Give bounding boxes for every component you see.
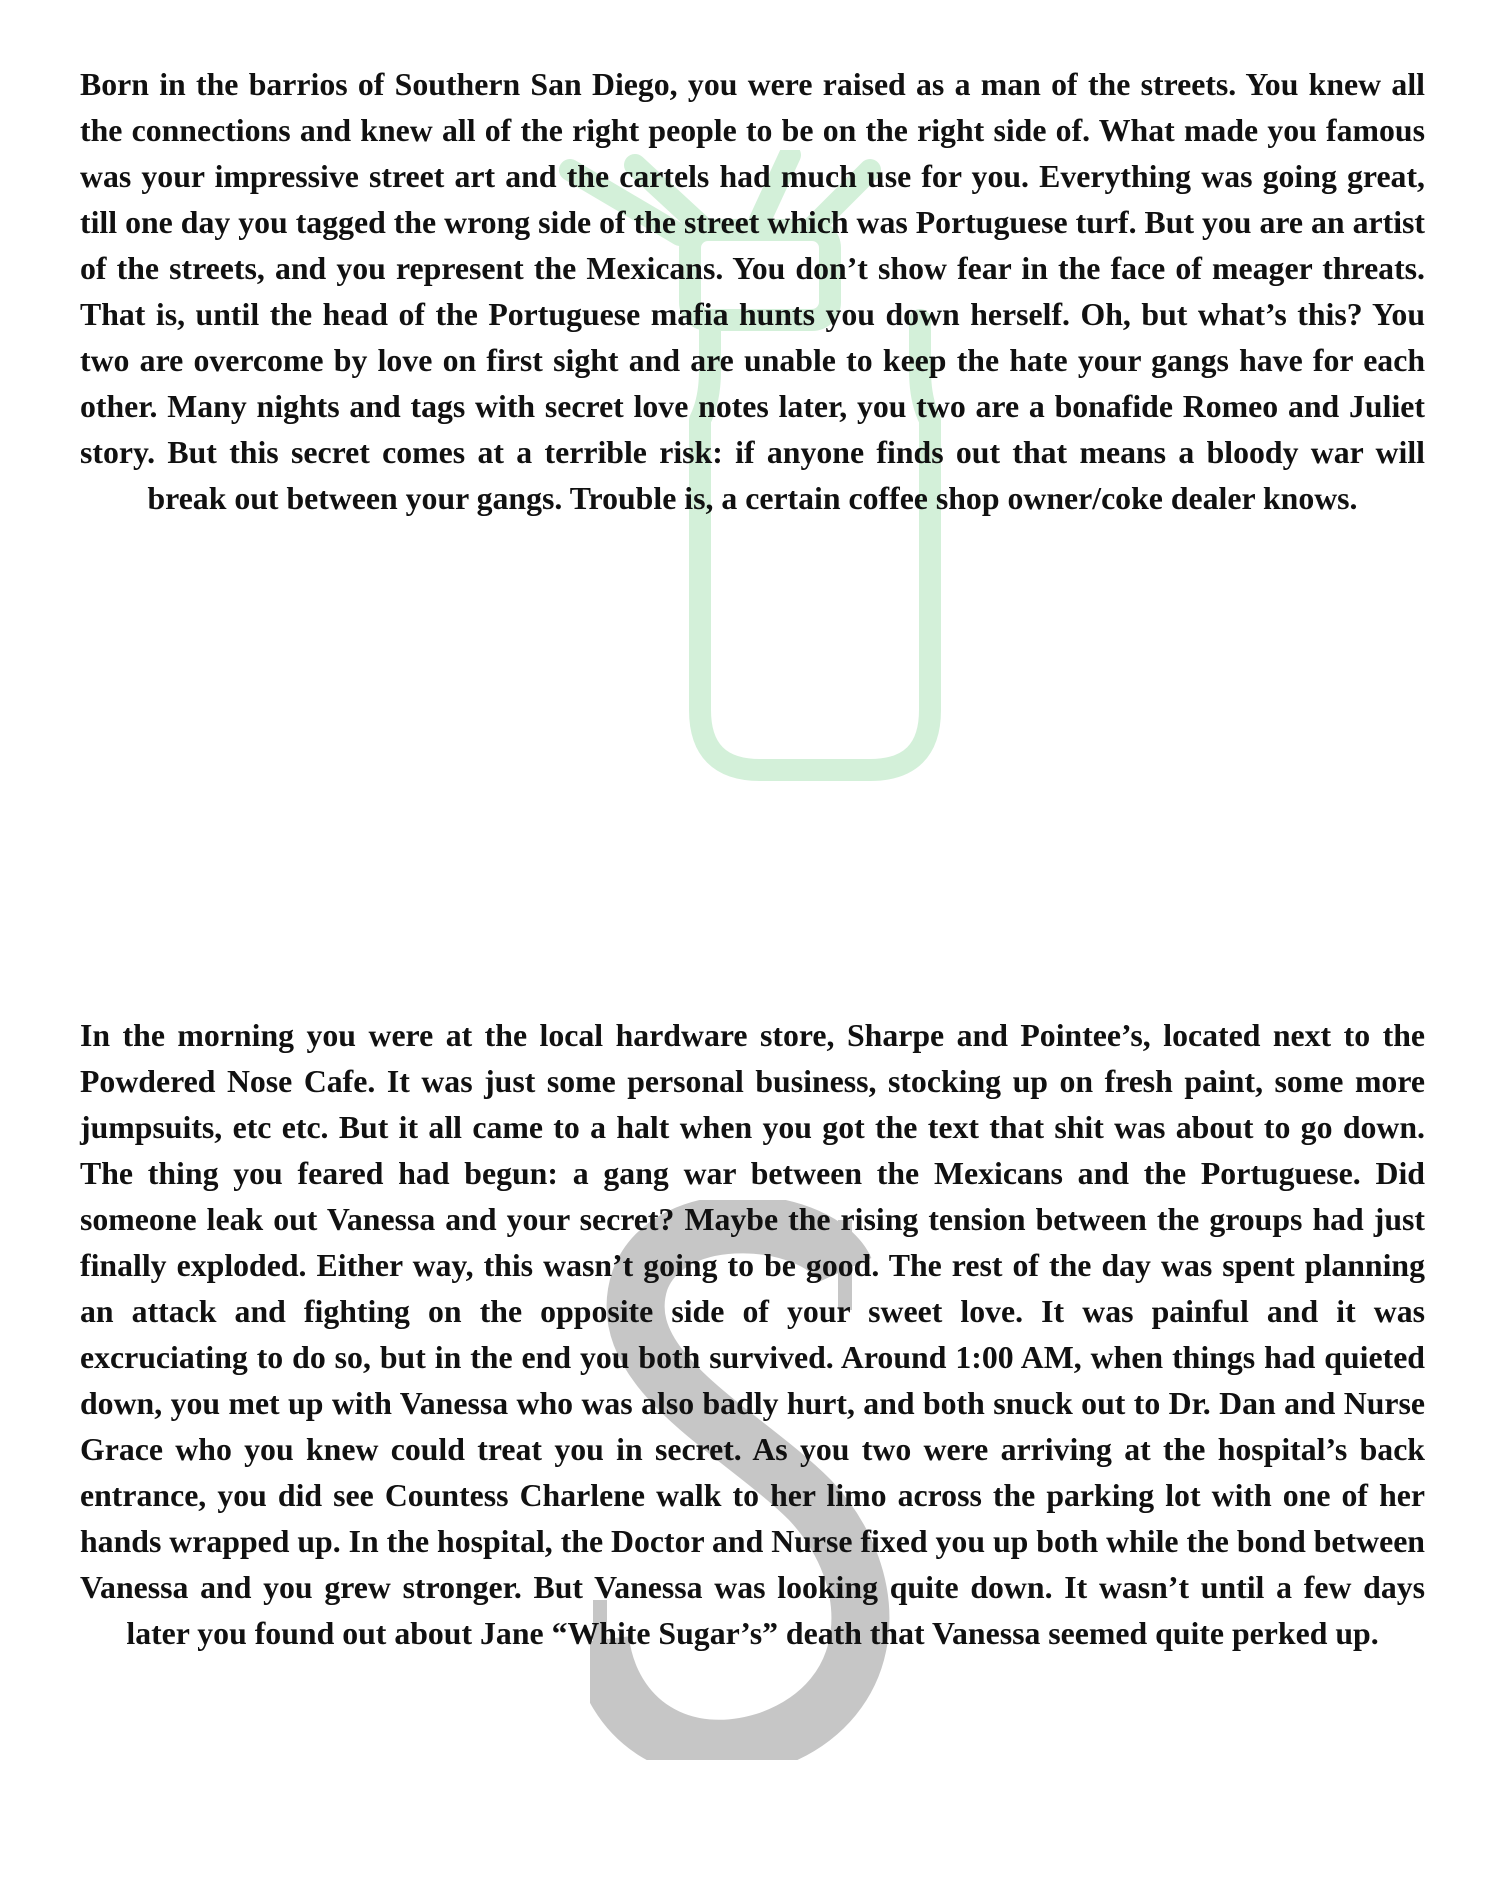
story-paragraph-2: In the morning you were at the local hardware store, Sharpe and Pointee’s, located next to the Powdered Nose Cafe. It was just some personal business, stocking up on fresh paint, some more jumpsuits, etc etc. But it all came to a halt when you got the text that shit was about to go down. The thing you feared had begun: a gang war between the Mexicans and the Portuguese. Did someone leak out Vanessa and your secret? Maybe the rising tension between the groups had just finally exploded. Either way, this wasn’t going to be good. The rest of the day was spent planning an attack and fighting on the opposite side of your sweet love. It was painful and it was excruciating to do so, but in the end you both survived. Around 1:00 AM, when things had quieted down, you met up with Vanessa who was also badly hurt, and both snuck out to Dr. Dan and Nurse Grace who you knew could treat you in secret. As you two were arriving at the hospital’s back entrance, you did see Countess Charlene walk to her limo across the parking lot with one of her hands wrapped up. In the hospital, the Doctor and Nurse fixed you up both while the bond between Vanessa and you grew stronger. But Vanessa was looking quite down. It wasn’t until a few days later you found out about Jane “White Sugar’s” death that Vanessa seemed quite perked up. [80, 1018, 1425, 1651]
story-paragraph-1: Born in the barrios of Southern San Diego, you were raised as a man of the streets. You knew all the connections and knew all of the right people to be on the right side of. What made you famous was your impressive street art and the cartels had much use for you. Everything was going great, till one day you tagged the wrong side of the street which was Portuguese turf. But you are an artist of the streets, and you represent the Mexicans. You don’t show fear in the face of meager threats. That is, until the head of the Portuguese mafia hunts you down herself. Oh, but what’s this? You two are overcome by love on first sight and are unable to keep the hate your gangs have for each other. Many nights and tags with secret love notes later, you two are a bonafide Romeo and Juliet story. But this secret comes at a terrible risk: if anyone finds out that means a bloody war will break out between your gangs. Trouble is, a certain coffee shop owner/coke dealer knows. [80, 67, 1425, 516]
